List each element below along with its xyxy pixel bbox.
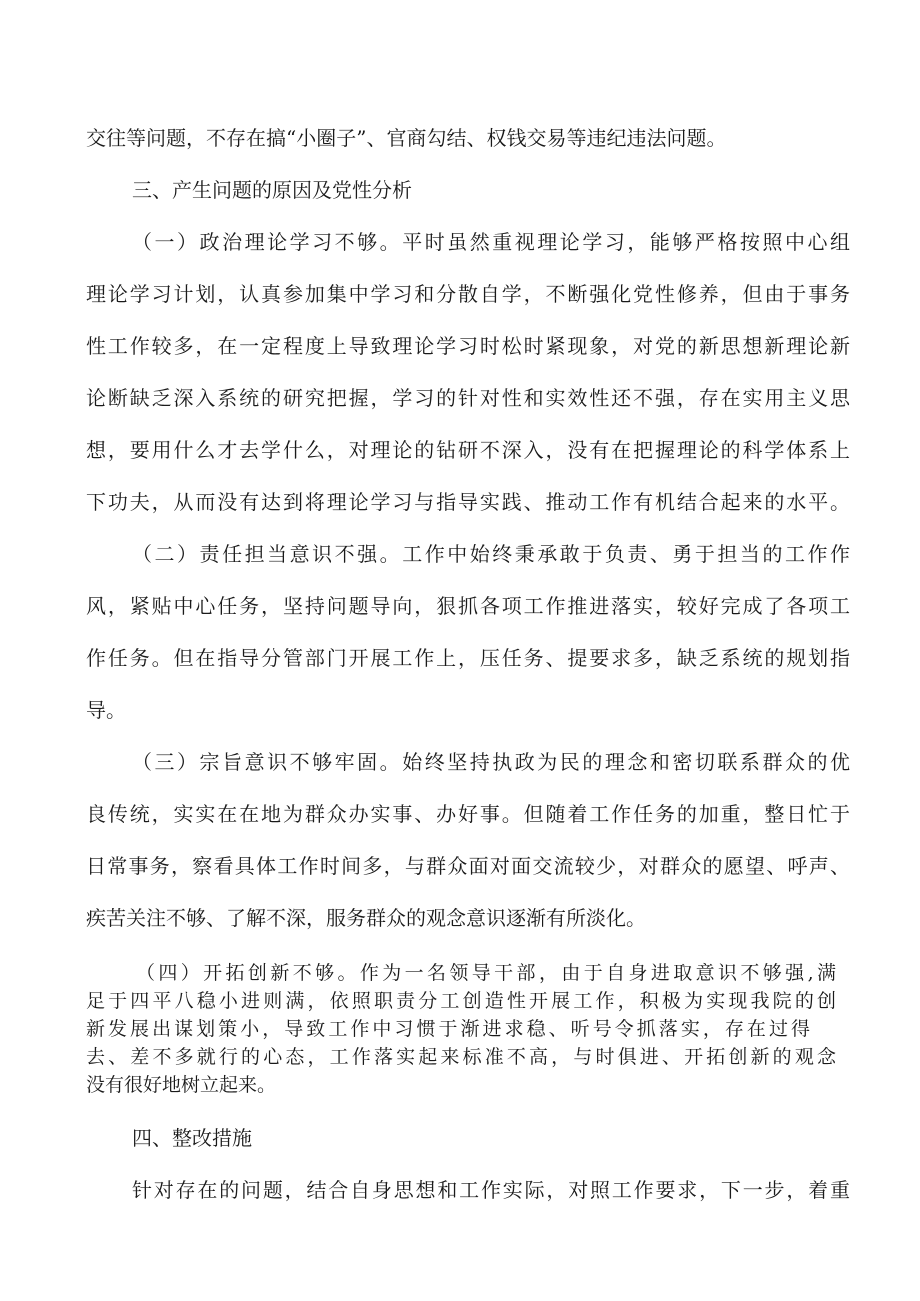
paragraph-line: 良传统，实实在在地为群众办实事、办好事。但随着工作任务的加重，整日忙于 — [86, 802, 850, 826]
paragraph-line: 足于四平八稳小进则满，依照职责分工创造性开展工作，积极为实现我院的创 — [86, 990, 836, 1012]
section-heading: 四、整改措施 — [132, 1126, 252, 1150]
paragraph-line: 性工作较多，在一定程度上导致理论学习时松时紧现象，对党的新思想新理论新 — [86, 334, 850, 358]
paragraph-line: （一）政治理论学习不够。平时虽然重视理论学习，能够严格按照中心组 — [132, 230, 850, 254]
paragraph-line: 疾苦关注不够、了解不深，服务群众的观念意识逐渐有所淡化。 — [86, 906, 646, 930]
paragraph-line: 新发展出谋划策小，导致工作中习惯于渐进求稳、听号令抓落实，存在过得 — [86, 1018, 810, 1040]
paragraph-line: 理论学习计划，认真参加集中学习和分散自学，不断强化党性修养，但由于事务 — [86, 282, 850, 306]
section-heading: 三、产生问题的原因及党性分析 — [132, 178, 412, 202]
paragraph-line: （四）开拓创新不够。作为一名领导干部，由于自身进取意识不够强,满 — [136, 962, 836, 984]
paragraph-line: 交往等问题，不存在搞“小圈子”、官商勾结、权钱交易等违纪违法问题。 — [86, 126, 727, 150]
paragraph-line: 针对存在的问题，结合自身思想和工作实际，对照工作要求，下一步，着重 — [132, 1178, 850, 1202]
paragraph-line: 去、差不多就行的心态，工作落实起来标准不高，与时俱进、开拓创新的观念 — [86, 1046, 836, 1068]
paragraph-line: 日常事务，察看具体工作时间多，与群众面对面交流较少，对群众的愿望、呼声、 — [86, 854, 850, 878]
paragraph-line: 没有很好地树立起来。 — [86, 1074, 277, 1096]
paragraph-line: 论断缺乏深入系统的研究把握，学习的针对性和实效性还不强，存在实用主义思 — [86, 386, 850, 410]
paragraph-line: （二）责任担当意识不强。工作中始终秉承敢于负责、勇于担当的工作作 — [132, 542, 850, 566]
paragraph-line: 下功夫，从而没有达到将理论学习与指导实践、推动工作有机结合起来的水平。 — [86, 490, 850, 514]
paragraph-line: 作任务。但在指导分管部门开展工作上，压任务、提要求多，缺乏系统的规划指 — [86, 646, 850, 670]
paragraph-line: 风，紧贴中心任务，坚持问题导向，狠抓各项工作推进落实，较好完成了各项工 — [86, 594, 850, 618]
paragraph-line: 导。 — [86, 698, 126, 722]
paragraph-line: （三）宗旨意识不够牢固。始终坚持执政为民的理念和密切联系群众的优 — [132, 750, 850, 774]
paragraph-line: 想，要用什么才去学什么，对理论的钻研不深入，没有在把握理论的科学体系上 — [86, 438, 850, 462]
